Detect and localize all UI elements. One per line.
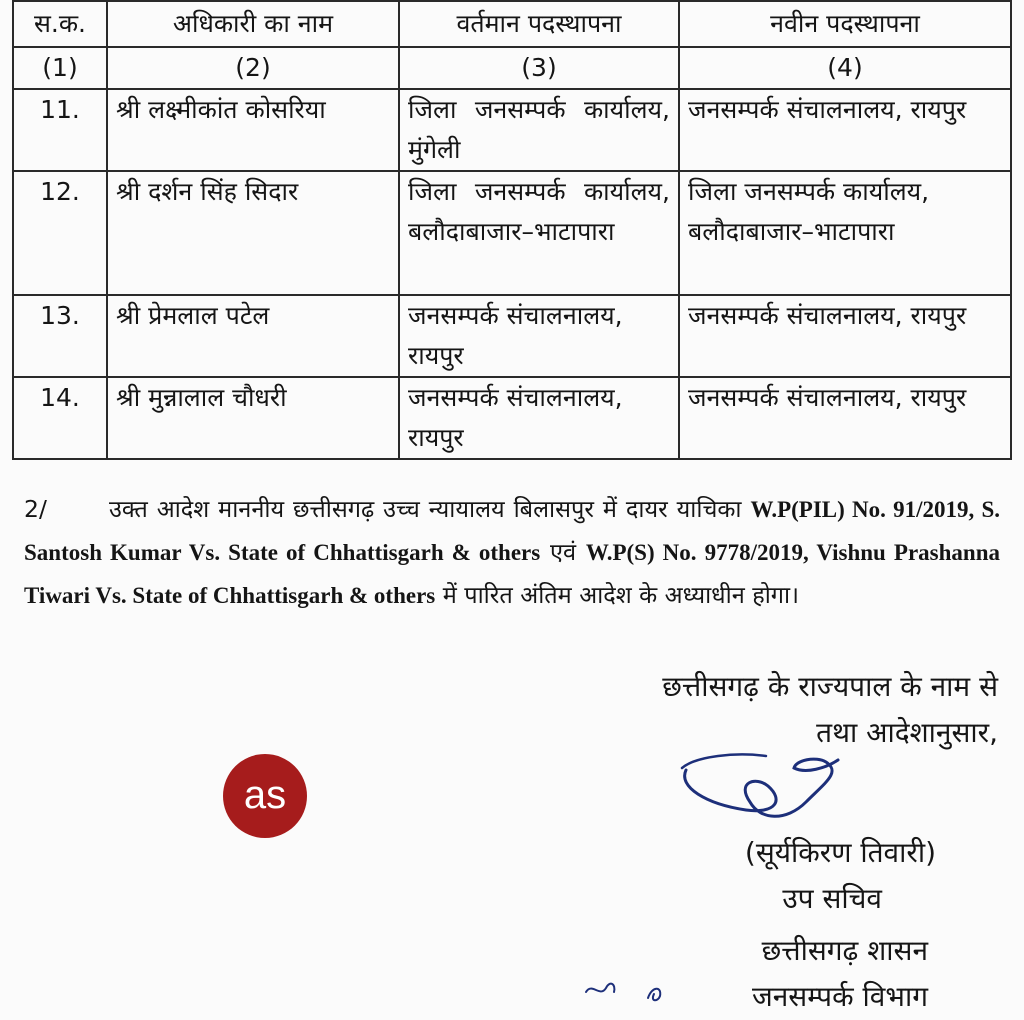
table-row: [13, 295, 1011, 377]
order-paragraph: [24, 488, 1000, 617]
row-officer-name: श्री दर्शन सिंह सिदार: [107, 171, 399, 295]
watermark-logo: [222, 753, 308, 839]
signatory-name: (सूर्यकिरण तिवारी): [744, 836, 936, 869]
initials-mark: [578, 968, 678, 1008]
paragraph-lead: उक्त आदेश माननीय छत्तीसगढ़ उच्च न्यायालय बिलासपुर में दायर याचिका: [108, 495, 742, 523]
column-number-row: [13, 47, 1011, 89]
row-new-posting: जनसम्पर्क संचालनालय, रायपुर: [679, 377, 1011, 459]
row-sn: 13.: [13, 295, 107, 377]
row-sn: 11.: [13, 89, 107, 171]
signature-mark: [676, 742, 846, 832]
signatory-designation: उप सचिव: [782, 882, 882, 915]
header-sn: स.क.: [13, 1, 107, 47]
col-number: (4): [679, 47, 1011, 89]
row-officer-name: श्री मुन्नालाल चौधरी: [107, 377, 399, 459]
case-reference-2: W.P(S) No. 9778/2019, Vishnu Prashanna Tiwari Vs. State of Chhattisgarh & others: [24, 540, 1000, 608]
posting-table: [12, 0, 1012, 460]
header-new-posting: नवीन पदस्थापना: [679, 1, 1011, 47]
header-current-posting: वर्तमान पदस्थापना: [399, 1, 679, 47]
paragraph-number: 2/: [24, 495, 47, 523]
row-sn: 12.: [13, 171, 107, 295]
row-current-posting: जिला जनसम्पर्क कार्यालय, बलौदाबाजार–भाटापारा: [399, 171, 679, 295]
row-current-posting: जिला जनसम्पर्क कार्यालय, मुंगेली: [399, 89, 679, 171]
table-header-row: [13, 1, 1011, 47]
col-number: (2): [107, 47, 399, 89]
paragraph-tail: में पारित अंतिम आदेश के अध्याधीन होगा।: [442, 581, 800, 609]
row-current-posting: जनसम्पर्क संचालनालय, रायपुर: [399, 295, 679, 377]
col-number: (3): [399, 47, 679, 89]
signatory-department: जनसम्पर्क विभाग: [751, 980, 928, 1013]
col-number: (1): [13, 47, 107, 89]
table-row: [13, 89, 1011, 171]
row-new-posting: जिला जनसम्पर्क कार्यालय, बलौदाबाजार–भाटापारा: [679, 171, 1011, 295]
paragraph-joiner: एवं: [549, 538, 577, 566]
header-officer-name: अधिकारी का नाम: [107, 1, 399, 47]
signoff-line-2: तथा आदेशानुसार,: [816, 716, 998, 749]
row-officer-name: श्री लक्ष्मीकांत कोसरिया: [107, 89, 399, 171]
row-sn: 14.: [13, 377, 107, 459]
row-new-posting: जनसम्पर्क संचालनालय, रायपुर: [679, 295, 1011, 377]
case-reference-1: W.P(PIL) No. 91/2019, S. Santosh Kumar Vs. State of Chhattisgarh & others: [24, 497, 1000, 565]
row-current-posting: जनसम्पर्क संचालनालय, रायपुर: [399, 377, 679, 459]
row-officer-name: श्री प्रेमलाल पटेल: [107, 295, 399, 377]
signoff-line-1: छत्तीसगढ़ के राज्यपाल के नाम से: [662, 670, 998, 703]
row-new-posting: जनसम्पर्क संचालनालय, रायपुर: [679, 89, 1011, 171]
signatory-government: छत्तीसगढ़ शासन: [761, 934, 928, 967]
table-row: [13, 377, 1011, 459]
logo-text: as: [243, 773, 287, 817]
table-row: [13, 171, 1011, 295]
